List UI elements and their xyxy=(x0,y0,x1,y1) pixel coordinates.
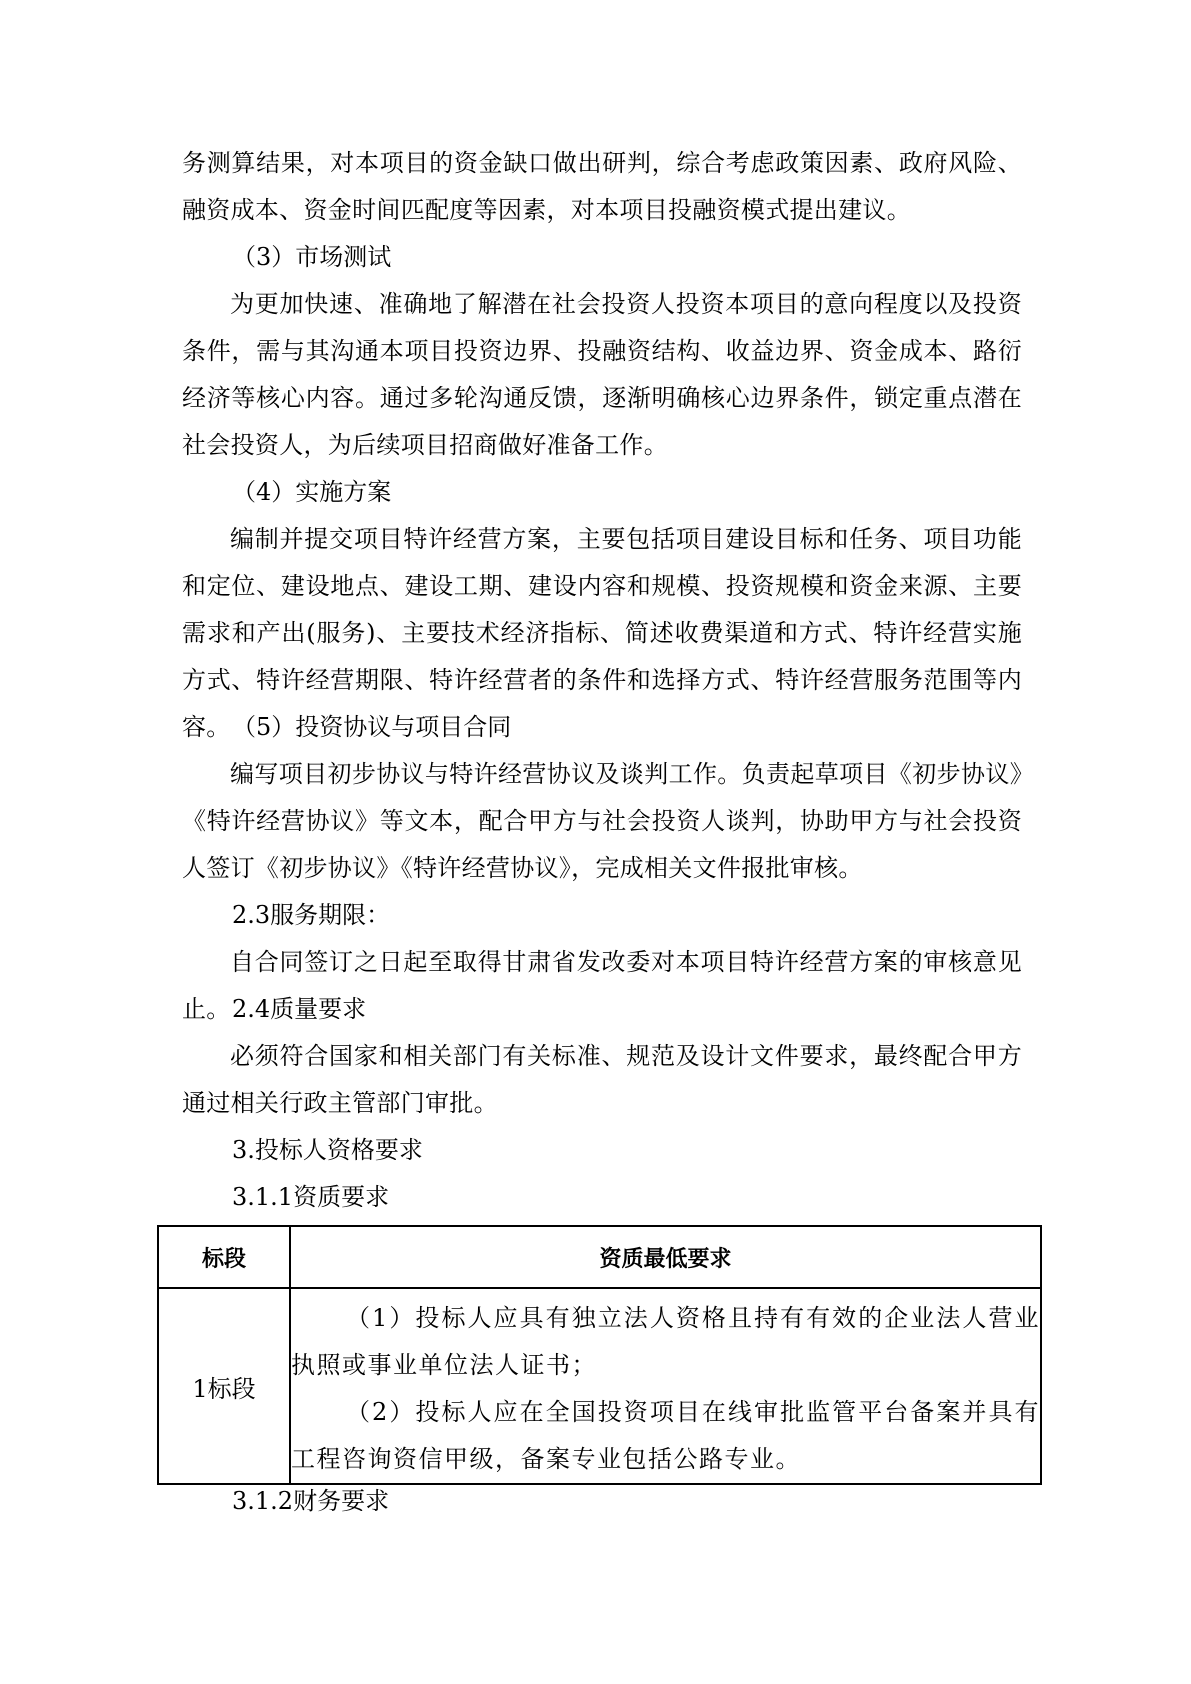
paragraph-quality-requirement: 必须符合国家和相关部门有关标准、规范及设计文件要求，最终配合甲方通过相关行政主管部门审批。 xyxy=(182,1042,1022,1117)
table-header-min-requirement: 资质最低要求 xyxy=(290,1226,1041,1288)
table-header-row xyxy=(158,1226,1041,1288)
heading-investment-agreement: （5）投资协议与项目合同 xyxy=(232,713,512,741)
paragraph-implementation-plan: 编制并提交项目特许经营方案，主要包括项目建设目标和任务、项目功能和定位、建设地点、建设工期、建设内容和规模、投资规模和资金来源、主要需求和产出(服务)、主要技术经济指标、简述收费渠道和方式、特许经营实施方式、特许经营期限、特许经营者的条件和选择方式、特许经营服务范围等内容。 xyxy=(182,525,1022,741)
requirement-item-2: （2）投标人应在全国投资项目在线审批监管平台备案并具有工程咨询资信甲级，备案专业包括公路专业。 xyxy=(291,1398,1040,1473)
table-cell-requirements xyxy=(290,1288,1041,1484)
heading-market-test: （3）市场测试 xyxy=(232,243,392,271)
paragraph-service-period: 自合同签订之日起至取得甘肃省发改委对本项目特许经营方案的审核意见止。 xyxy=(182,948,1022,1023)
heading-implementation-plan: （4）实施方案 xyxy=(232,478,392,506)
qualification-table xyxy=(157,1225,1042,1485)
table-cell-segment: 1标段 xyxy=(158,1288,290,1484)
table-row xyxy=(158,1288,1041,1484)
heading-financial-requirements: 3.1.2财务要求 xyxy=(232,1487,390,1515)
heading-qualification-requirements: 3.1.1资质要求 xyxy=(232,1183,390,1211)
table-header-segment: 标段 xyxy=(158,1226,290,1288)
heading-service-period: 2.3服务期限： xyxy=(232,901,391,929)
paragraph-investment-agreement: 编写项目初步协议与特许经营协议及谈判工作。负责起草项目《初步协议》《特许经营协议》等文本，配合甲方与社会投资人谈判，协助甲方与社会投资人签订《初步协议》《特许经营协议》，完成相关文件报批审核。 xyxy=(182,760,1022,882)
paragraph-financial-analysis: 务测算结果，对本项目的资金缺口做出研判，综合考虑政策因素、政府风险、融资成本、资金时间匹配度等因素，对本项目投融资模式提出建议。 xyxy=(182,149,1022,224)
heading-bidder-qualification: 3.投标人资格要求 xyxy=(232,1136,423,1164)
paragraph-market-test: 为更加快速、准确地了解潜在社会投资人投资本项目的意向程度以及投资条件，需与其沟通本项目投资边界、投融资结构、收益边界、资金成本、路衍经济等核心内容。通过多轮沟通反馈，逐渐明确核心边界条件，锁定重点潜在社会投资人，为后续项目招商做好准备工作。 xyxy=(182,290,1022,459)
requirement-item-1: （1）投标人应具有独立法人资格且持有有效的企业法人营业执照或事业单位法人证书； xyxy=(291,1304,1040,1379)
heading-quality-requirement: 2.4质量要求 xyxy=(232,995,367,1023)
